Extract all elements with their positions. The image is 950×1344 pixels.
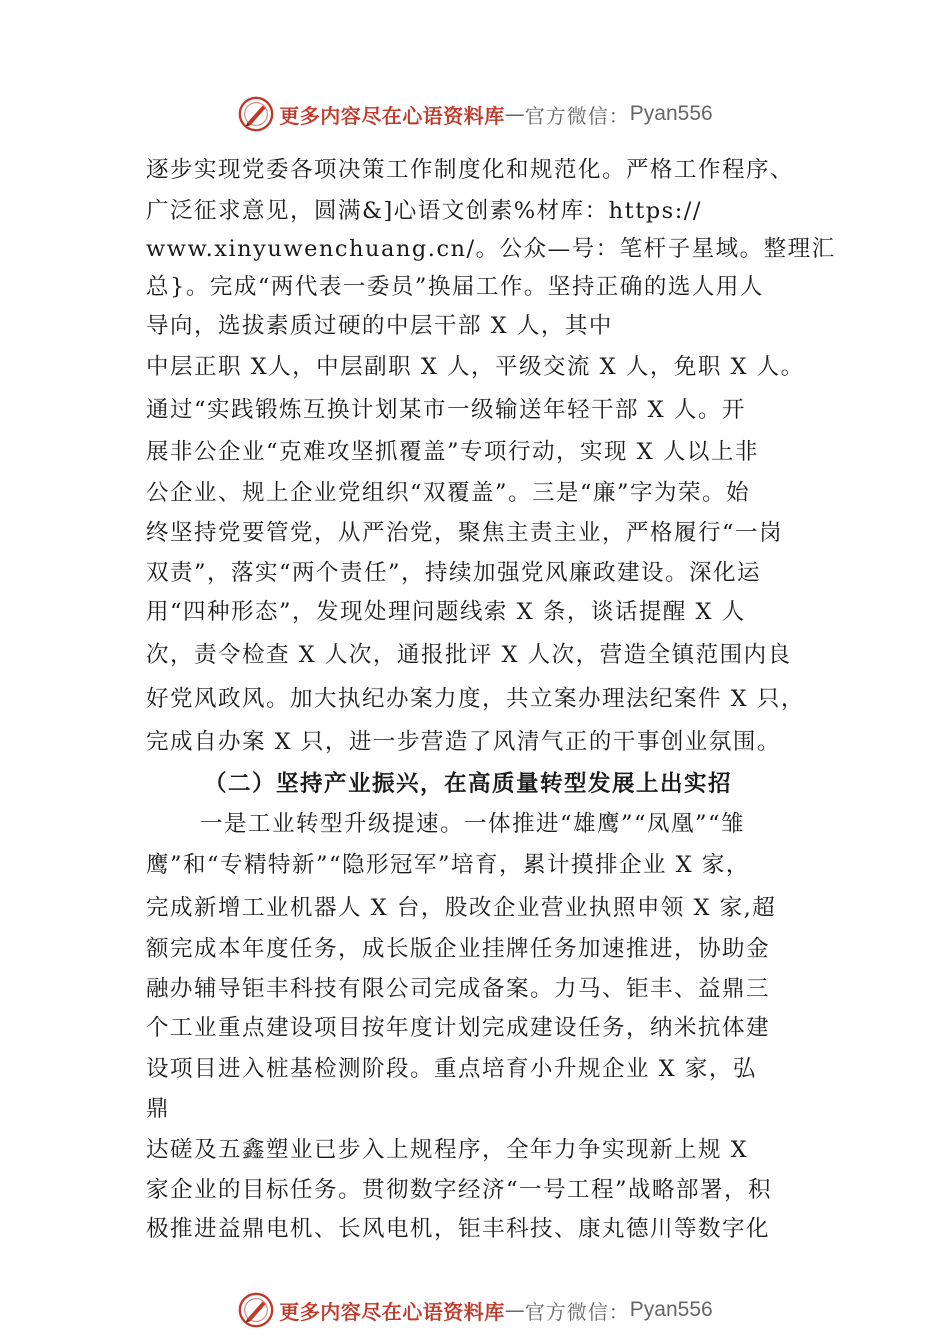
banner-separator: — — [504, 1298, 525, 1322]
text-line: 中层正职 X人，中层副职 X 人，平级交流 X 人，免职 X 人。 — [146, 354, 805, 380]
text-line: 个工业重点建设项目按年度计划完成建设任务，纳米抗体建 — [146, 1015, 771, 1041]
text-line: 广泛征求意见，圆满&]心语文创素%材库：https:// — [146, 198, 702, 224]
text-line: 用“四种形态”，发现处理问题线索 X 条，谈话提醒 X 人 — [146, 599, 746, 625]
pen-nib-logo — [237, 95, 275, 133]
text-line: 设项目进入桩基检测阶段。重点培育小升规企业 X 家，弘 — [146, 1056, 757, 1082]
banner-wechat-label: 官方微信： — [524, 1299, 630, 1324]
text-line: 极推进益鼎电机、长风电机，钜丰科技、康丸德川等数字化 — [146, 1216, 771, 1242]
text-line: 次，责令检查 X 人次，通报批评 X 人次，营造全镇范围内良 — [146, 642, 792, 668]
header-banner — [0, 92, 950, 136]
footer-banner — [0, 1288, 950, 1332]
text-line: 公企业、规上企业党组织“双覆盖”。三是“廉”字为荣。始 — [146, 480, 751, 506]
banner-separator: — — [504, 102, 525, 126]
text-line: 完成新增工业机器人 X 台，股改企业营业执照申领 X 家,超 — [146, 895, 777, 921]
text-line: 导向，选拔素质过硬的中层干部 X 人，其中 — [146, 313, 613, 339]
banner-wechat-id: Pyan556 — [629, 102, 713, 125]
text-line: 家企业的目标任务。贯彻数字经济“一号工程”战略部署，积 — [146, 1177, 773, 1203]
text-line: 完成自办案 X 只，进一步营造了风清气正的干事创业氛围。 — [146, 729, 781, 755]
text-line: 鹰”和“专精特新”“隐形冠军”培育，累计摸排企业 X 家， — [146, 852, 750, 878]
banner-wechat-label: 官方微信： — [524, 103, 630, 128]
section-heading: （二）坚持产业振兴，在高质量转型发展上出实招 — [204, 771, 733, 797]
text-line: www.xinyuwenchuang.cn/。公众—号：笔杆子星域。整理汇 — [146, 236, 836, 262]
banner-promo-text: 更多内容尽在心语资料库 — [279, 103, 505, 128]
banner-wechat-id: Pyan556 — [629, 1298, 713, 1321]
text-line: 一是工业转型升级提速。一体推进“雄鹰”“凤凰”“雏 — [200, 811, 746, 837]
text-line: 融办辅导钜丰科技有限公司完成备案。力马、钜丰、益鼎三 — [146, 976, 771, 1002]
text-line: 展非公企业“克难攻坚抓覆盖”专项行动，实现 X 人以上非 — [146, 439, 759, 465]
text-line: 双责”，落实“两个责任”，持续加强党风廉政建设。深化运 — [146, 560, 762, 586]
text-line: 鼎 — [146, 1096, 171, 1122]
text-line: 终坚持党要管党，从严治党，聚焦主责主业，严格履行“一岗 — [146, 520, 784, 546]
text-line: 逐步实现党委各项决策工作制度化和规范化。严格工作程序、 — [146, 157, 795, 183]
banner-promo-text: 更多内容尽在心语资料库 — [279, 1299, 505, 1324]
text-line: 额完成本年度任务，成长版企业挂牌任务加速推进，协助金 — [146, 936, 771, 962]
text-line: 达磋及五鑫塑业已步入上规程序，全年力争实现新上规 X — [146, 1137, 749, 1163]
text-line: 通过“实践锻炼互换计划某市一级输送年轻干部 X 人。开 — [146, 397, 746, 423]
text-line: 总}。完成“两代表一委员”换届工作。坚持正确的选人用人 — [146, 274, 764, 300]
pen-nib-logo — [237, 1291, 275, 1329]
text-line: 好党风政风。加大执纪办案力度，共立案办理法纪案件 X 只， — [146, 686, 805, 712]
